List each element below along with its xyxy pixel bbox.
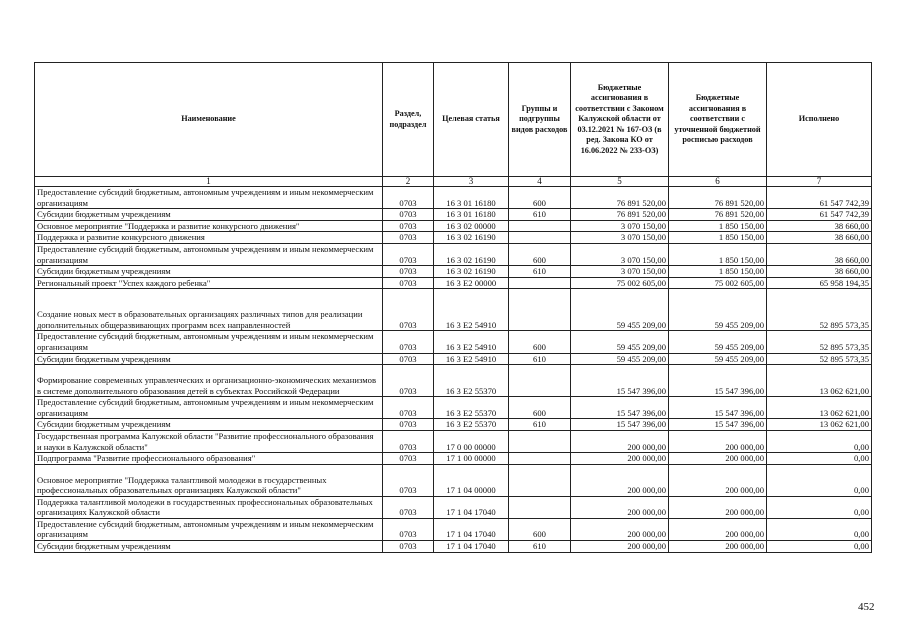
row-group [509, 496, 571, 518]
row-name: Государственная программа Калужской области "Развитие профессионального образования и науки в Калужской области" [35, 430, 383, 452]
row-executed: 38 660,00 [767, 232, 872, 244]
column-number-row [35, 177, 872, 187]
table-row [35, 243, 872, 265]
row-name: Региональный проект "Успех каждого ребенка" [35, 277, 383, 289]
row-executed: 38 660,00 [767, 220, 872, 232]
row-name: Основное мероприятие "Поддержка талантливой молодежи в государственных профессиональных образовательных организациях Калужской области" [35, 464, 383, 496]
column-number: 5 [571, 177, 669, 187]
row-executed: 0,00 [767, 518, 872, 540]
row-section: 0703 [383, 353, 434, 365]
row-executed: 0,00 [767, 541, 872, 553]
row-target: 16 3 02 16190 [434, 243, 509, 265]
row-executed: 0,00 [767, 464, 872, 496]
row-executed: 61 547 742,39 [767, 209, 872, 221]
row-executed: 38 660,00 [767, 266, 872, 278]
row-executed: 65 958 194,35 [767, 277, 872, 289]
row-group: 600 [509, 518, 571, 540]
row-law-allocation: 3 070 150,00 [571, 243, 669, 265]
row-section: 0703 [383, 464, 434, 496]
header-name: Наименование [35, 63, 383, 177]
row-refined-allocation: 1 850 150,00 [669, 220, 767, 232]
row-refined-allocation: 59 455 209,00 [669, 331, 767, 353]
table-row [35, 496, 872, 518]
table-row [35, 419, 872, 431]
row-section: 0703 [383, 365, 434, 397]
row-group: 610 [509, 266, 571, 278]
table-row [35, 541, 872, 553]
row-target: 17 1 04 17040 [434, 541, 509, 553]
row-target: 16 3 01 16180 [434, 209, 509, 221]
table-row [35, 353, 872, 365]
row-executed: 38 660,00 [767, 243, 872, 265]
row-name: Поддержка и развитие конкурсного движения [35, 232, 383, 244]
row-group [509, 365, 571, 397]
row-target: 16 3 02 16190 [434, 266, 509, 278]
row-section: 0703 [383, 243, 434, 265]
row-target: 16 3 E2 54910 [434, 331, 509, 353]
row-section: 0703 [383, 496, 434, 518]
table-row [35, 289, 872, 331]
row-section: 0703 [383, 266, 434, 278]
row-executed: 0,00 [767, 496, 872, 518]
row-target: 16 3 E2 55370 [434, 365, 509, 397]
row-target: 16 3 E2 55370 [434, 419, 509, 431]
row-name: Предоставление субсидий бюджетным, автономным учреждениям и иным некоммерческим организациям [35, 397, 383, 419]
row-group [509, 464, 571, 496]
row-section: 0703 [383, 209, 434, 221]
row-target: 16 3 02 16190 [434, 232, 509, 244]
header-target: Целевая статья [434, 63, 509, 177]
row-name: Предоставление субсидий бюджетным, автономным учреждениям и иным некоммерческим организациям [35, 243, 383, 265]
table-row [35, 331, 872, 353]
row-refined-allocation: 200 000,00 [669, 430, 767, 452]
row-law-allocation: 59 455 209,00 [571, 331, 669, 353]
row-name: Предоставление субсидий бюджетным, автономным учреждениям и иным некоммерческим организациям [35, 187, 383, 209]
row-group: 610 [509, 419, 571, 431]
column-number: 2 [383, 177, 434, 187]
row-executed: 13 062 621,00 [767, 397, 872, 419]
row-target: 17 0 00 00000 [434, 430, 509, 452]
row-law-allocation: 200 000,00 [571, 518, 669, 540]
row-name: Поддержка талантливой молодежи в государственных профессиональных образовательных организациях Калужской области [35, 496, 383, 518]
row-refined-allocation: 15 547 396,00 [669, 397, 767, 419]
row-law-allocation: 3 070 150,00 [571, 220, 669, 232]
row-refined-allocation: 1 850 150,00 [669, 232, 767, 244]
row-refined-allocation: 200 000,00 [669, 518, 767, 540]
row-group [509, 430, 571, 452]
row-executed: 52 895 573,35 [767, 331, 872, 353]
table-row [35, 518, 872, 540]
row-name: Подпрограмма "Развитие профессионального образования" [35, 453, 383, 465]
row-law-allocation: 59 455 209,00 [571, 353, 669, 365]
row-refined-allocation: 200 000,00 [669, 541, 767, 553]
row-section: 0703 [383, 220, 434, 232]
row-target: 16 3 E2 00000 [434, 277, 509, 289]
row-group [509, 289, 571, 331]
row-section: 0703 [383, 518, 434, 540]
row-law-allocation: 15 547 396,00 [571, 397, 669, 419]
table-row [35, 430, 872, 452]
row-law-allocation: 59 455 209,00 [571, 289, 669, 331]
row-target: 16 3 01 16180 [434, 187, 509, 209]
row-name: Субсидии бюджетным учреждениям [35, 419, 383, 431]
header-row [35, 63, 872, 177]
row-law-allocation: 75 002 605,00 [571, 277, 669, 289]
row-law-allocation: 76 891 520,00 [571, 209, 669, 221]
column-number: 6 [669, 177, 767, 187]
row-executed: 61 547 742,39 [767, 187, 872, 209]
row-law-allocation: 76 891 520,00 [571, 187, 669, 209]
row-executed: 13 062 621,00 [767, 419, 872, 431]
row-executed: 0,00 [767, 453, 872, 465]
row-executed: 52 895 573,35 [767, 289, 872, 331]
row-refined-allocation: 15 547 396,00 [669, 365, 767, 397]
row-law-allocation: 15 547 396,00 [571, 419, 669, 431]
row-refined-allocation: 59 455 209,00 [669, 353, 767, 365]
column-number: 1 [35, 177, 383, 187]
row-section: 0703 [383, 430, 434, 452]
table-row [35, 232, 872, 244]
row-law-allocation: 200 000,00 [571, 430, 669, 452]
row-section: 0703 [383, 232, 434, 244]
table-row [35, 277, 872, 289]
row-law-allocation: 200 000,00 [571, 496, 669, 518]
table-row [35, 187, 872, 209]
row-group: 610 [509, 353, 571, 365]
row-refined-allocation: 1 850 150,00 [669, 243, 767, 265]
row-target: 16 3 02 00000 [434, 220, 509, 232]
row-refined-allocation: 1 850 150,00 [669, 266, 767, 278]
header-group: Группы и подгруппы видов расходов [509, 63, 571, 177]
column-number: 4 [509, 177, 571, 187]
row-target: 17 1 04 17040 [434, 496, 509, 518]
row-group: 600 [509, 187, 571, 209]
row-group [509, 277, 571, 289]
row-group: 600 [509, 243, 571, 265]
row-refined-allocation: 200 000,00 [669, 496, 767, 518]
table-body [35, 187, 872, 553]
budget-execution-table [34, 62, 872, 553]
row-section: 0703 [383, 277, 434, 289]
row-law-allocation: 15 547 396,00 [571, 365, 669, 397]
row-refined-allocation: 75 002 605,00 [669, 277, 767, 289]
page-number: 452 [858, 601, 875, 613]
budget-table-sheet [34, 62, 871, 553]
row-group [509, 220, 571, 232]
row-executed: 13 062 621,00 [767, 365, 872, 397]
row-group: 610 [509, 541, 571, 553]
header-refined-allocation: Бюджетные ассигнования в соответствии с уточненной бюджетной росписью расходов [669, 63, 767, 177]
row-name: Предоставление субсидий бюджетным, автономным учреждениям и иным некоммерческим организациям [35, 331, 383, 353]
row-name: Основное мероприятие "Поддержка и развитие конкурсного движения" [35, 220, 383, 232]
row-target: 16 3 E2 54910 [434, 289, 509, 331]
row-section: 0703 [383, 289, 434, 331]
row-executed: 0,00 [767, 430, 872, 452]
row-target: 17 1 04 17040 [434, 518, 509, 540]
row-group: 610 [509, 209, 571, 221]
row-target: 17 1 00 00000 [434, 453, 509, 465]
table-row [35, 266, 872, 278]
row-law-allocation: 3 070 150,00 [571, 232, 669, 244]
table-row [35, 220, 872, 232]
row-name: Создание новых мест в образовательных организациях различных типов для реализации дополнительных общеразвивающих программ всех направленностей [35, 289, 383, 331]
column-number: 7 [767, 177, 872, 187]
row-refined-allocation: 76 891 520,00 [669, 187, 767, 209]
row-name: Субсидии бюджетным учреждениям [35, 353, 383, 365]
column-number: 3 [434, 177, 509, 187]
row-law-allocation: 3 070 150,00 [571, 266, 669, 278]
table-row [35, 209, 872, 221]
row-section: 0703 [383, 453, 434, 465]
header-law-allocation: Бюджетные ассигнования в соответствии с Законом Калужской области от 03.12.2021 № 167-ОЗ (в ред. Закона КО от 16.06.2022 № 233-ОЗ) [571, 63, 669, 177]
row-executed: 52 895 573,35 [767, 353, 872, 365]
row-target: 16 3 E2 55370 [434, 397, 509, 419]
header-executed: Исполнено [767, 63, 872, 177]
row-refined-allocation: 15 547 396,00 [669, 419, 767, 431]
row-group [509, 453, 571, 465]
row-section: 0703 [383, 419, 434, 431]
row-law-allocation: 200 000,00 [571, 464, 669, 496]
row-name: Предоставление субсидий бюджетным, автономным учреждениям и иным некоммерческим организациям [35, 518, 383, 540]
row-name: Формирование современных управленческих и организационно-экономических механизмов в системе дополнительного образования детей в субъектах Российской Федерации [35, 365, 383, 397]
row-group [509, 232, 571, 244]
table-row [35, 464, 872, 496]
row-group: 600 [509, 331, 571, 353]
row-refined-allocation: 200 000,00 [669, 464, 767, 496]
row-target: 17 1 04 00000 [434, 464, 509, 496]
row-name: Субсидии бюджетным учреждениям [35, 209, 383, 221]
row-target: 16 3 E2 54910 [434, 353, 509, 365]
row-section: 0703 [383, 331, 434, 353]
table-row [35, 365, 872, 397]
row-section: 0703 [383, 397, 434, 419]
row-group: 600 [509, 397, 571, 419]
table-row [35, 397, 872, 419]
row-name: Субсидии бюджетным учреждениям [35, 541, 383, 553]
row-refined-allocation: 200 000,00 [669, 453, 767, 465]
row-section: 0703 [383, 187, 434, 209]
row-refined-allocation: 76 891 520,00 [669, 209, 767, 221]
row-name: Субсидии бюджетным учреждениям [35, 266, 383, 278]
row-law-allocation: 200 000,00 [571, 541, 669, 553]
row-refined-allocation: 59 455 209,00 [669, 289, 767, 331]
header-section: Раздел, подраздел [383, 63, 434, 177]
row-law-allocation: 200 000,00 [571, 453, 669, 465]
row-section: 0703 [383, 541, 434, 553]
table-row [35, 453, 872, 465]
